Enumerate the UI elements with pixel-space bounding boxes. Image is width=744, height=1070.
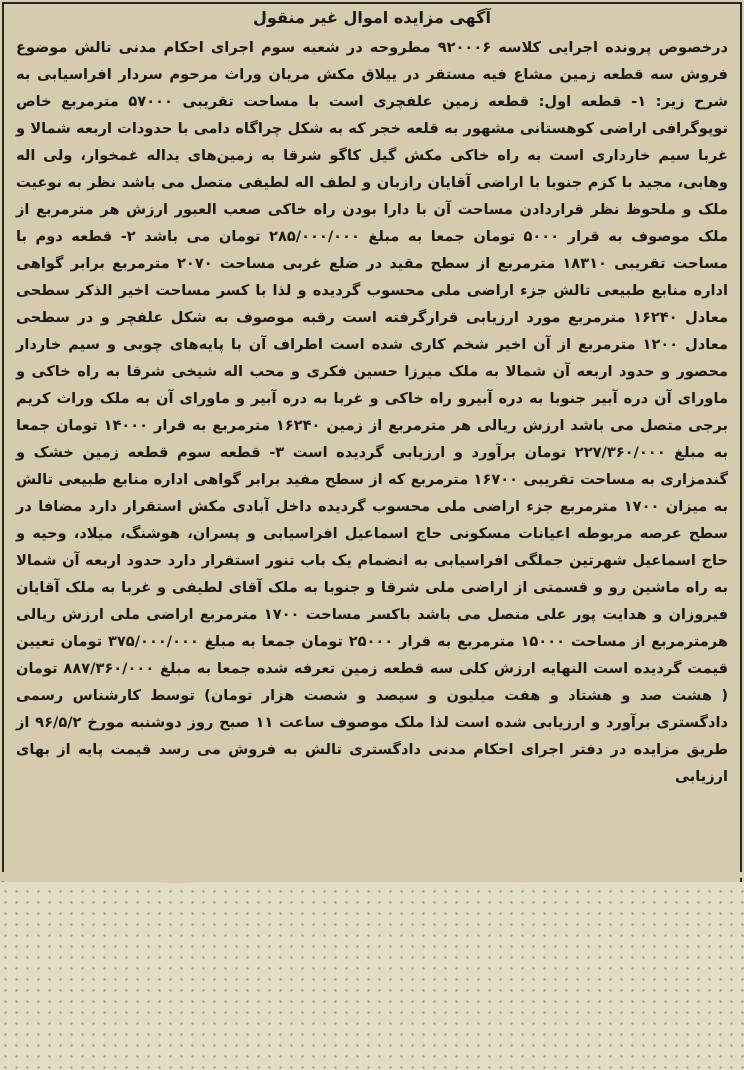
- torn-cut-edge: [0, 872, 744, 886]
- notice-body: درخصوص پرونده اجرایی کلاسه ۹۲۰۰۰۶ مطروحه در شعبه سوم اجرای احکام مدنی تالش موضوع فروش سه قطعه زمین مشاع فیه مستقر در ییلاق مکش مریان وراث مرحوم سردار افراسیابی به شرح زیر: ۱- قطعه اول: قطعه زمین علفچری است با مساحت تقریبی ۵۷۰۰۰ مترمربع خاص توپوگرافی اراضی کوهستانی مشهور به قلعه خجر که به شکل چراگاه دامی با حدودات اربعه شمالا و غربا سیم خارداری است به راه خاکی مکش گیل کاگو شرقا به زمین‌های یداله غمخوار، ولی اله وهابی، مجید با کزم جنوبا با اراضی آقایان رازبان و لطف اله لطیفی متصل می باشد نظر به نوعیت ملک و ملحوظ نظر قراردادن مساحت آن با دارا بودن راه خاکی صعب العبور ارزش هر مترمربع از ملک موصوف به قرار ۵۰۰۰ تومان جمعا به مبلغ ۲۸۵/۰۰۰/۰۰۰ تومان می باشد ۲- قطعه دوم با مساحت تقریبی ۱۸۳۱۰ مترمربع از سطح مقید در ضلع غربی مساحت ۲۰۷۰ مترمربع برابر گواهی اداره منابع طبیعی تالش جزء اراضی ملی محسوب گردیده و لذا با کسر مساحت اخیر الذکر سطحی معادل ۱۶۲۴۰ مترمربع مورد ارزیابی قرارگرفته است رقبه موصوف به شکل علفچر و در سطحی معادل ۱۲۰۰ مترمربع از آن اخیر شخم کاری شده است اطراف آن با پایه‌های چوبی و سیم خاردار محصور و حدود اربعه آن شمالا به ملک میرزا حسین فکری و محب اله شیخی شرقا به راه خاکی و ماورای آن دره آبیر جنوبا به دره آبیرو راه خاکی و غربا به دره آبیر و ماورای آن به ملک وراث کریم برجی متصل می باشد ارزش ریالی هر مترمربع از زمین ۱۶۲۴۰ مترمربع به قرار ۱۴۰۰۰ تومان جمعا به مبلغ ۲۲۷/۳۶۰/۰۰۰ تومان برآورد و ارزیابی گردیده است ۳- قطعه سوم قطعه زمین خشک و گندمزاری به مساحت تقریبی ۱۶۷۰۰ مترمربع که از سطح مفید برابر گواهی اداره منابع طبیعی تالش به میزان ۱۷۰۰ مترمربع جزء اراضی ملی محسوب گردیده داخل آبادی مکش استقرار دارد مضافا در سطح عرصه مربوطه اعیانات مسکونی حاج اسماعیل افراسیابی و پسران، هوشنگ، میلاد، وحیه و حاج اسماعیل شهرتین جملگی افراسیابی به انضمام یک باب تنور استقرار دارد حدود اربعه آن شمالا به راه ماشین رو و قسمتی از اراضی ملی شرقا و جنوبا به ملک آقای لطیفی و غربا به ملک آقایان فیروزان و هدایت پور علی متصل می باشد باکسر مساحت ۱۷۰۰ مترمربع اراضی ملی ارزش ریالی هرمترمربع از مساحت ۱۵۰۰۰ مترمربع به قرار ۲۵۰۰۰ تومان جمعا به مبلغ ۳۷۵/۰۰۰/۰۰۰ تومان تعیین قیمت گردیده است النهایه ارزش کلی سه قطعه زمین تعرفه شده جمعا به مبلغ ۸۸۷/۳۶۰/۰۰۰ تومان ( هشت صد و هشتاد و هفت میلیون و سیصد و شصت هزار تومان) توسط کارشناس رسمی دادگستری برآورد و ارزیابی شده است لذا ملک موصوف ساعت ۱۱ صبح روز دوشنبه مورخ ۹۶/۵/۲ از طریق مزایده در دفتر اجرای احکام مدنی دادگستری تالش به فروش می رسد قیمت پایه از بهای ارزیابی: [16, 39, 729, 785]
- notice-title: آگهی مزایده اموال غیر منقول: [253, 8, 491, 27]
- blank-area: [0, 886, 744, 1070]
